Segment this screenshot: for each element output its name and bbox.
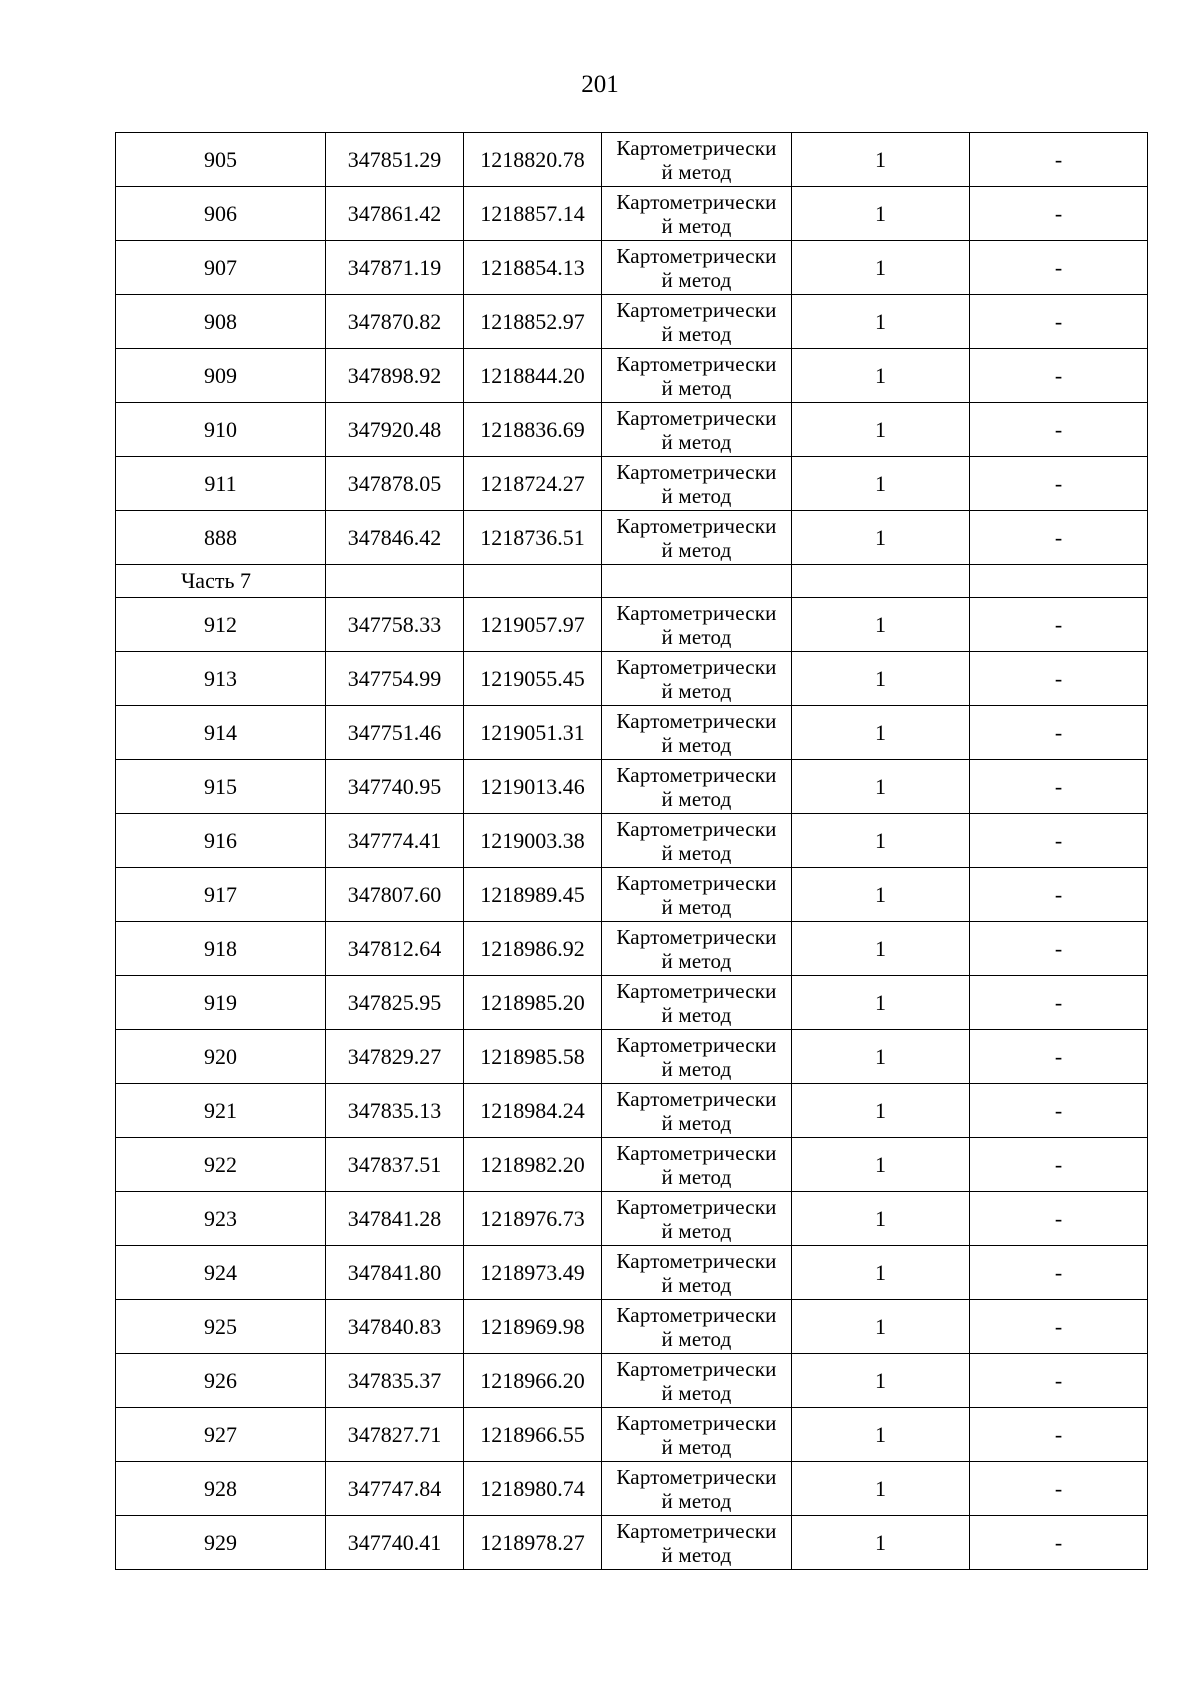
method-cell (602, 1030, 792, 1084)
accuracy-cell: 1 (792, 922, 970, 976)
accuracy-cell: 1 (792, 1246, 970, 1300)
point-number-cell: 925 (116, 1300, 326, 1354)
table-row (116, 241, 1148, 295)
table-row (116, 403, 1148, 457)
method-cell (602, 1084, 792, 1138)
method-text-line-2: й метод (661, 948, 732, 973)
table-row (116, 457, 1148, 511)
method-text-line-1: Картометрически (616, 600, 777, 625)
method-text-line-1: Картометрически (616, 1356, 777, 1381)
table-row (116, 706, 1148, 760)
x-coordinate-cell: 347812.64 (326, 922, 464, 976)
x-coordinate-cell: 347835.13 (326, 1084, 464, 1138)
x-coordinate-cell: 347837.51 (326, 1138, 464, 1192)
note-cell: - (970, 1246, 1148, 1300)
method-text-line-2: й метод (661, 840, 732, 865)
x-coordinate-cell: 347774.41 (326, 814, 464, 868)
x-coordinate-cell: 347807.60 (326, 868, 464, 922)
method-cell (602, 511, 792, 565)
table-row (116, 814, 1148, 868)
accuracy-cell: 1 (792, 868, 970, 922)
table-row (116, 976, 1148, 1030)
point-number-cell: 917 (116, 868, 326, 922)
method-text-line-1: Картометрически (616, 189, 777, 214)
y-coordinate-cell: 1218966.55 (464, 1408, 602, 1462)
accuracy-cell: 1 (792, 1354, 970, 1408)
table-row (116, 1516, 1148, 1570)
note-cell: - (970, 868, 1148, 922)
table-row (116, 295, 1148, 349)
method-cell (602, 976, 792, 1030)
table-row (116, 1192, 1148, 1246)
method-text-line-1: Картометрически (616, 1248, 777, 1273)
note-cell: - (970, 652, 1148, 706)
method-text-line-2: й метод (661, 1218, 732, 1243)
method-text-line-1: Картометрически (616, 135, 777, 160)
empty-cell (970, 565, 1148, 598)
note-cell: - (970, 1516, 1148, 1570)
accuracy-cell: 1 (792, 1030, 970, 1084)
x-coordinate-cell: 347825.95 (326, 976, 464, 1030)
method-cell (602, 187, 792, 241)
method-text-line-1: Картометрически (616, 978, 777, 1003)
accuracy-cell: 1 (792, 976, 970, 1030)
method-text-line-2: й метод (661, 1488, 732, 1513)
method-text-line-2: й метод (661, 786, 732, 811)
method-text-line-2: й метод (661, 483, 732, 508)
accuracy-cell: 1 (792, 760, 970, 814)
accuracy-cell: 1 (792, 1408, 970, 1462)
method-text-line-2: й метод (661, 537, 732, 562)
method-text-line-1: Картометрически (616, 762, 777, 787)
method-text-line-1: Картометрически (616, 1464, 777, 1489)
accuracy-cell: 1 (792, 1300, 970, 1354)
accuracy-cell: 1 (792, 133, 970, 187)
point-number-cell: 907 (116, 241, 326, 295)
y-coordinate-cell: 1219051.31 (464, 706, 602, 760)
x-coordinate-cell: 347861.42 (326, 187, 464, 241)
table-row (116, 760, 1148, 814)
method-text-line-1: Картометрически (616, 1140, 777, 1165)
note-cell: - (970, 598, 1148, 652)
note-cell: - (970, 814, 1148, 868)
point-number-cell: 918 (116, 922, 326, 976)
method-text-line-1: Картометрически (616, 708, 777, 733)
point-number-cell: 888 (116, 511, 326, 565)
method-text-line-2: й метод (661, 213, 732, 238)
method-text-line-1: Картометрически (616, 816, 777, 841)
empty-cell (464, 565, 602, 598)
method-cell (602, 1354, 792, 1408)
point-number-cell: 929 (116, 1516, 326, 1570)
accuracy-cell: 1 (792, 1084, 970, 1138)
x-coordinate-cell: 347920.48 (326, 403, 464, 457)
method-text-line-2: й метод (661, 1056, 732, 1081)
point-number-cell: 905 (116, 133, 326, 187)
x-coordinate-cell: 347870.82 (326, 295, 464, 349)
y-coordinate-cell: 1218857.14 (464, 187, 602, 241)
y-coordinate-cell: 1219013.46 (464, 760, 602, 814)
point-number-cell: 913 (116, 652, 326, 706)
note-cell: - (970, 133, 1148, 187)
method-cell (602, 1408, 792, 1462)
method-text-line-1: Картометрически (616, 1410, 777, 1435)
point-number-cell: 921 (116, 1084, 326, 1138)
method-cell (602, 706, 792, 760)
x-coordinate-cell: 347841.80 (326, 1246, 464, 1300)
note-cell: - (970, 511, 1148, 565)
table-row (116, 1354, 1148, 1408)
point-number-cell: 916 (116, 814, 326, 868)
x-coordinate-cell: 347835.37 (326, 1354, 464, 1408)
point-number-cell: 924 (116, 1246, 326, 1300)
x-coordinate-cell: 347754.99 (326, 652, 464, 706)
point-number-cell: 914 (116, 706, 326, 760)
method-text-line-1: Картометрически (616, 654, 777, 679)
point-number-cell: 920 (116, 1030, 326, 1084)
point-number-cell: 922 (116, 1138, 326, 1192)
table-row (116, 1246, 1148, 1300)
y-coordinate-cell: 1218976.73 (464, 1192, 602, 1246)
empty-cell (326, 565, 464, 598)
point-number-cell: 928 (116, 1462, 326, 1516)
method-cell (602, 922, 792, 976)
table-row (116, 1138, 1148, 1192)
method-text-line-2: й метод (661, 1380, 732, 1405)
accuracy-cell: 1 (792, 652, 970, 706)
method-text-line-2: й метод (661, 1110, 732, 1135)
section-label: Часть 7 (116, 565, 326, 598)
method-text-line-1: Картометрически (616, 924, 777, 949)
empty-cell (792, 565, 970, 598)
accuracy-cell: 1 (792, 598, 970, 652)
table-row (116, 511, 1148, 565)
table-row (116, 922, 1148, 976)
y-coordinate-cell: 1218982.20 (464, 1138, 602, 1192)
accuracy-cell: 1 (792, 295, 970, 349)
method-text-line-1: Картометрически (616, 459, 777, 484)
note-cell: - (970, 457, 1148, 511)
point-number-cell: 923 (116, 1192, 326, 1246)
y-coordinate-cell: 1218973.49 (464, 1246, 602, 1300)
empty-cell (602, 565, 792, 598)
y-coordinate-cell: 1218985.58 (464, 1030, 602, 1084)
method-text-line-2: й метод (661, 624, 732, 649)
method-text-line-1: Картометрически (616, 513, 777, 538)
method-cell (602, 1192, 792, 1246)
note-cell: - (970, 1354, 1148, 1408)
y-coordinate-cell: 1218980.74 (464, 1462, 602, 1516)
accuracy-cell: 1 (792, 349, 970, 403)
method-cell (602, 1246, 792, 1300)
method-text-line-1: Картометрически (616, 243, 777, 268)
accuracy-cell: 1 (792, 187, 970, 241)
point-number-cell: 910 (116, 403, 326, 457)
method-cell (602, 760, 792, 814)
table-row (116, 187, 1148, 241)
table-row (116, 1300, 1148, 1354)
method-text-line-1: Картометрически (616, 1194, 777, 1219)
page-number: 201 (581, 71, 619, 98)
y-coordinate-cell: 1218989.45 (464, 868, 602, 922)
method-text-line-1: Картометрически (616, 1302, 777, 1327)
x-coordinate-cell: 347871.19 (326, 241, 464, 295)
method-text-line-1: Картометрически (616, 1032, 777, 1057)
point-number-cell: 912 (116, 598, 326, 652)
method-text-line-2: й метод (661, 678, 732, 703)
x-coordinate-cell: 347841.28 (326, 1192, 464, 1246)
note-cell: - (970, 1300, 1148, 1354)
y-coordinate-cell: 1218852.97 (464, 295, 602, 349)
x-coordinate-cell: 347851.29 (326, 133, 464, 187)
method-text-line-1: Картометрически (616, 1086, 777, 1111)
x-coordinate-cell: 347829.27 (326, 1030, 464, 1084)
point-number-cell: 909 (116, 349, 326, 403)
accuracy-cell: 1 (792, 1462, 970, 1516)
section-row (116, 565, 1148, 598)
note-cell: - (970, 760, 1148, 814)
x-coordinate-cell: 347740.41 (326, 1516, 464, 1570)
x-coordinate-cell: 347898.92 (326, 349, 464, 403)
method-text-line-2: й метод (661, 894, 732, 919)
y-coordinate-cell: 1218820.78 (464, 133, 602, 187)
x-coordinate-cell: 347840.83 (326, 1300, 464, 1354)
x-coordinate-cell: 347747.84 (326, 1462, 464, 1516)
method-cell (602, 295, 792, 349)
table-row (116, 1084, 1148, 1138)
method-text-line-1: Картометрически (616, 351, 777, 376)
method-text-line-1: Картометрически (616, 870, 777, 895)
method-cell (602, 349, 792, 403)
method-cell (602, 1516, 792, 1570)
method-text-line-1: Картометрически (616, 1518, 777, 1543)
table-row (116, 1462, 1148, 1516)
y-coordinate-cell: 1218986.92 (464, 922, 602, 976)
method-text-line-2: й метод (661, 1002, 732, 1027)
accuracy-cell: 1 (792, 1516, 970, 1570)
method-text-line-2: й метод (661, 732, 732, 757)
coordinates-table (115, 132, 1148, 1570)
y-coordinate-cell: 1218978.27 (464, 1516, 602, 1570)
y-coordinate-cell: 1218984.24 (464, 1084, 602, 1138)
method-text-line-2: й метод (661, 1542, 732, 1567)
method-cell (602, 868, 792, 922)
accuracy-cell: 1 (792, 241, 970, 295)
note-cell: - (970, 1462, 1148, 1516)
point-number-cell: 927 (116, 1408, 326, 1462)
note-cell: - (970, 1084, 1148, 1138)
point-number-cell: 926 (116, 1354, 326, 1408)
method-text-line-2: й метод (661, 1164, 732, 1189)
method-text-line-2: й метод (661, 1434, 732, 1459)
table-row (116, 349, 1148, 403)
point-number-cell: 908 (116, 295, 326, 349)
x-coordinate-cell: 347846.42 (326, 511, 464, 565)
point-number-cell: 906 (116, 187, 326, 241)
accuracy-cell: 1 (792, 706, 970, 760)
note-cell: - (970, 706, 1148, 760)
note-cell: - (970, 922, 1148, 976)
method-cell (602, 814, 792, 868)
y-coordinate-cell: 1218736.51 (464, 511, 602, 565)
table-row (116, 868, 1148, 922)
point-number-cell: 915 (116, 760, 326, 814)
table-row (116, 1030, 1148, 1084)
method-cell (602, 1462, 792, 1516)
table-body (116, 133, 1148, 1570)
method-text-line-2: й метод (661, 1326, 732, 1351)
x-coordinate-cell: 347827.71 (326, 1408, 464, 1462)
x-coordinate-cell: 347751.46 (326, 706, 464, 760)
y-coordinate-cell: 1218724.27 (464, 457, 602, 511)
table-row (116, 1408, 1148, 1462)
accuracy-cell: 1 (792, 1192, 970, 1246)
note-cell: - (970, 295, 1148, 349)
table-row (116, 652, 1148, 706)
method-cell (602, 598, 792, 652)
x-coordinate-cell: 347740.95 (326, 760, 464, 814)
note-cell: - (970, 187, 1148, 241)
y-coordinate-cell: 1219003.38 (464, 814, 602, 868)
method-text-line-2: й метод (661, 1272, 732, 1297)
y-coordinate-cell: 1218969.98 (464, 1300, 602, 1354)
note-cell: - (970, 1030, 1148, 1084)
point-number-cell: 911 (116, 457, 326, 511)
note-cell: - (970, 1192, 1148, 1246)
note-cell: - (970, 403, 1148, 457)
y-coordinate-cell: 1219057.97 (464, 598, 602, 652)
accuracy-cell: 1 (792, 403, 970, 457)
method-text-line-2: й метод (661, 375, 732, 400)
method-text-line-1: Картометрически (616, 405, 777, 430)
y-coordinate-cell: 1218836.69 (464, 403, 602, 457)
y-coordinate-cell: 1218966.20 (464, 1354, 602, 1408)
accuracy-cell: 1 (792, 814, 970, 868)
note-cell: - (970, 976, 1148, 1030)
y-coordinate-cell: 1218985.20 (464, 976, 602, 1030)
accuracy-cell: 1 (792, 511, 970, 565)
method-cell (602, 1300, 792, 1354)
x-coordinate-cell: 347878.05 (326, 457, 464, 511)
y-coordinate-cell: 1219055.45 (464, 652, 602, 706)
method-text-line-1: Картометрически (616, 297, 777, 322)
note-cell: - (970, 349, 1148, 403)
table-row (116, 133, 1148, 187)
method-cell (602, 403, 792, 457)
note-cell: - (970, 1408, 1148, 1462)
accuracy-cell: 1 (792, 1138, 970, 1192)
x-coordinate-cell: 347758.33 (326, 598, 464, 652)
method-cell (602, 133, 792, 187)
y-coordinate-cell: 1218844.20 (464, 349, 602, 403)
y-coordinate-cell: 1218854.13 (464, 241, 602, 295)
note-cell: - (970, 1138, 1148, 1192)
method-cell (602, 652, 792, 706)
method-cell (602, 457, 792, 511)
accuracy-cell: 1 (792, 457, 970, 511)
method-text-line-2: й метод (661, 159, 732, 184)
note-cell: - (970, 241, 1148, 295)
method-text-line-2: й метод (661, 429, 732, 454)
method-cell (602, 1138, 792, 1192)
point-number-cell: 919 (116, 976, 326, 1030)
table-row (116, 598, 1148, 652)
method-cell (602, 241, 792, 295)
method-text-line-2: й метод (661, 321, 732, 346)
method-text-line-2: й метод (661, 267, 732, 292)
